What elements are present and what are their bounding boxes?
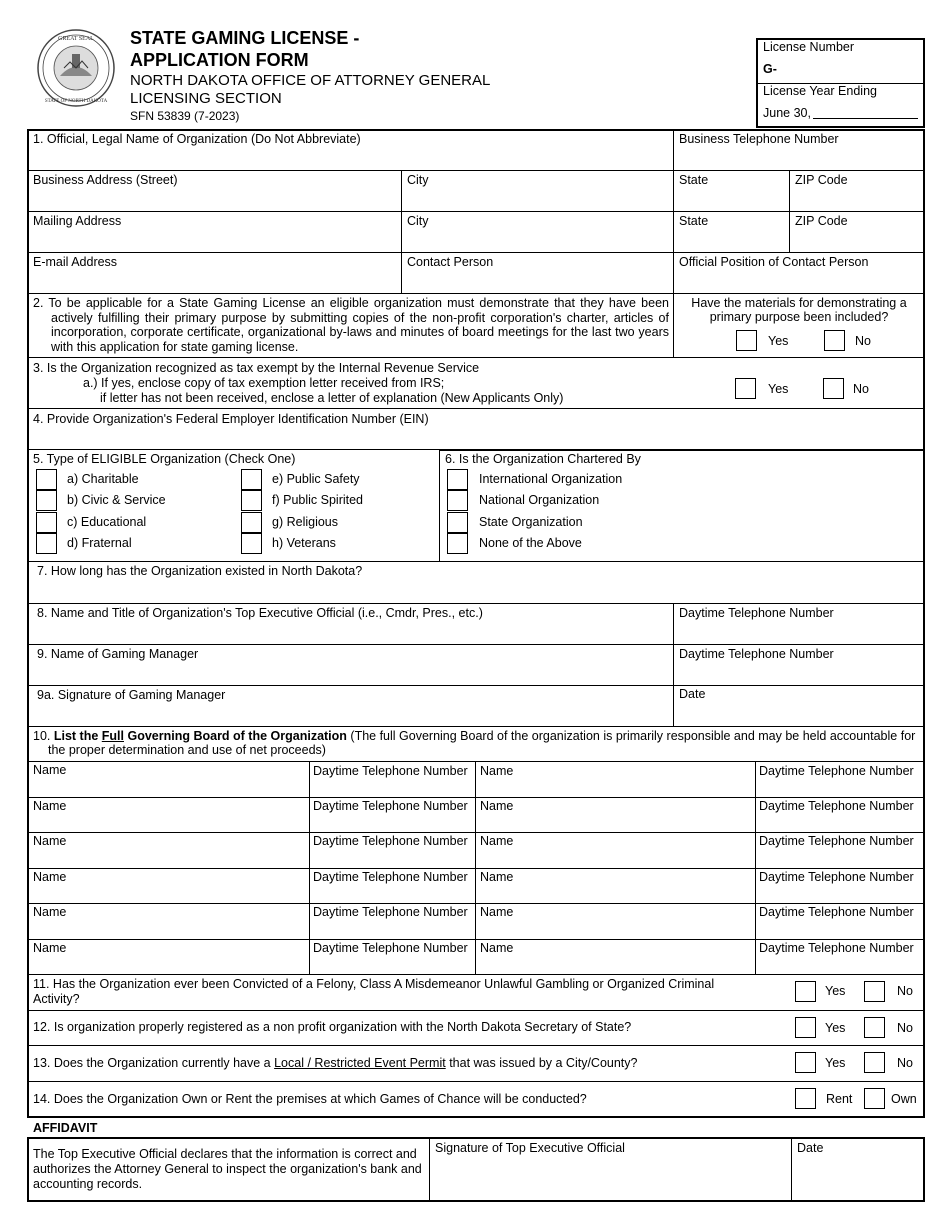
row-divider: [27, 939, 925, 940]
row-divider: [27, 1081, 925, 1082]
mailing-zip-label: ZIP Code: [795, 214, 848, 228]
q5-charitable-checkbox[interactable]: [36, 469, 57, 490]
q10-prefix: 10.: [33, 729, 54, 743]
contact-person-label: Contact Person: [407, 255, 494, 269]
row-divider: [27, 170, 925, 171]
board-phone-label: Daytime Telephone Number: [313, 834, 468, 848]
q12-label: 12. Is organization properly registered as a non profit organization with the North Dakota Secretary of State?: [33, 1020, 632, 1034]
q12-yes-checkbox[interactable]: [795, 1017, 816, 1038]
q9a-date-label: Date: [679, 687, 706, 701]
email-label: E-mail Address: [33, 255, 118, 269]
q5-public-spirited-checkbox[interactable]: [241, 490, 262, 511]
q5-veterans-checkbox[interactable]: [241, 533, 262, 554]
q10-line1: [33, 729, 915, 744]
board-phone-label: Daytime Telephone Number: [759, 905, 914, 919]
row-divider: [27, 726, 925, 727]
state-seal: [36, 28, 116, 111]
q2-line4: with this application for state gaming license.: [51, 340, 299, 354]
seal-icon: [36, 28, 116, 108]
column-divider: [789, 170, 790, 252]
agency-name: NORTH DAKOTA OFFICE OF ATTORNEY GENERAL: [130, 72, 491, 89]
q11-yes-checkbox[interactable]: [795, 981, 816, 1002]
q13-pre: 13. Does the Organization currently have a: [33, 1056, 275, 1070]
q2-side-line1: Have the materials for demonstrating a: [691, 296, 907, 310]
business-phone-label: Business Telephone Number: [679, 132, 839, 146]
column-divider: [673, 129, 674, 357]
board-name-label: Name: [480, 941, 514, 955]
row-divider: [27, 1045, 925, 1046]
q3-no-label: No: [853, 382, 869, 396]
column-divider: [439, 449, 440, 561]
q9-phone-label: Daytime Telephone Number: [679, 647, 834, 661]
q2-no-label: No: [855, 334, 871, 348]
board-name-label: Name: [33, 799, 67, 813]
column-divider: [309, 761, 310, 974]
board-name-label: Name: [480, 799, 514, 813]
q10-line2: the proper determination and use of net proceeds): [48, 743, 326, 757]
q3-line1: 3. Is the Organization recognized as tax exempt by the Internal Revenue Service: [33, 361, 480, 375]
q5-veterans-label: h) Veterans: [272, 536, 336, 550]
row-divider: [27, 603, 925, 604]
board-name-label: Name: [33, 905, 67, 919]
q9a-label: 9a. Signature of Gaming Manager: [37, 688, 226, 702]
board-name-label: Name: [480, 870, 514, 884]
affidavit-date-label: Date: [797, 1141, 824, 1155]
q5-fraternal-checkbox[interactable]: [36, 533, 57, 554]
q5-civic-checkbox[interactable]: [36, 490, 57, 511]
q3-yes-checkbox[interactable]: [735, 378, 756, 399]
board-phone-label: Daytime Telephone Number: [759, 941, 914, 955]
q5-religious-checkbox[interactable]: [241, 512, 262, 533]
license-number-box: [756, 38, 925, 128]
q13-no-label: No: [897, 1056, 913, 1070]
board-phone-label: Daytime Telephone Number: [759, 764, 914, 778]
q13-yes-checkbox[interactable]: [795, 1052, 816, 1073]
q2-line3: incorporation, corporate certificate, organizational by-laws and minutes of board meetings for the last two years: [51, 325, 669, 339]
board-phone-label: Daytime Telephone Number: [759, 870, 914, 884]
row-divider: [27, 1010, 925, 1011]
q6-national-checkbox[interactable]: [447, 490, 468, 511]
business-state-label: State: [679, 173, 709, 187]
q4-label: 4. Provide Organization's Federal Employer Identification Number (EIN): [33, 412, 429, 426]
row-divider: [27, 293, 925, 294]
q3-line2: a.) If yes, enclose copy of tax exemption letter received from IRS;: [83, 376, 445, 390]
section-name: LICENSING SECTION: [130, 90, 282, 107]
q7-label: 7. How long has the Organization existed in North Dakota?: [37, 564, 363, 578]
q5-educational-checkbox[interactable]: [36, 512, 57, 533]
column-divider: [475, 761, 476, 974]
board-phone-label: Daytime Telephone Number: [313, 764, 468, 778]
q12-yes-label: Yes: [825, 1021, 846, 1035]
q8-label: 8. Name and Title of Organization's Top Executive Official (i.e., Cmdr, Pres., etc.): [37, 606, 483, 620]
row-divider: [440, 449, 925, 451]
q6-international-label: International Organization: [479, 472, 623, 486]
license-number-field[interactable]: G-: [763, 62, 777, 76]
row-divider: [27, 252, 925, 253]
form-title-line1: STATE GAMING LICENSE -: [130, 28, 360, 48]
form-title-line2: APPLICATION FORM: [130, 50, 309, 70]
board-phone-label: Daytime Telephone Number: [313, 941, 468, 955]
affidavit-line3: accounting records.: [33, 1177, 143, 1191]
row-divider: [27, 211, 925, 212]
executive-signature-label: Signature of Top Executive Official: [435, 1141, 625, 1155]
board-phone-label: Daytime Telephone Number: [313, 870, 468, 884]
q14-rent-label: Rent: [826, 1092, 853, 1106]
q6-none-label: None of the Above: [479, 536, 582, 550]
board-name-label: Name: [480, 834, 514, 848]
license-year-label: License Year Ending: [763, 84, 877, 98]
q14-own-checkbox[interactable]: [864, 1088, 885, 1109]
q5-public-safety-label: e) Public Safety: [272, 472, 360, 486]
column-divider: [923, 449, 925, 561]
board-name-label: Name: [33, 763, 67, 777]
q5-label: 5. Type of ELIGIBLE Organization (Check One): [33, 452, 296, 466]
q3-no-checkbox[interactable]: [823, 378, 844, 399]
business-zip-label: ZIP Code: [795, 173, 848, 187]
application-form-frame: [27, 129, 925, 1118]
q12-no-label: No: [897, 1021, 913, 1035]
column-divider: [673, 603, 674, 726]
q6-national-label: National Organization: [479, 493, 600, 507]
row-divider: [27, 644, 925, 645]
column-divider: [429, 1137, 430, 1202]
q11-line2: Activity?: [33, 992, 80, 1006]
q5-religious-label: g) Religious: [272, 515, 339, 529]
q11-no-checkbox[interactable]: [864, 981, 885, 1002]
q5-fraternal-label: d) Fraternal: [67, 536, 132, 550]
q14-label: 14. Does the Organization Own or Rent the premises at which Games of Chance will be conducted?: [33, 1092, 587, 1106]
q13-label: [33, 1056, 637, 1071]
q2-no-checkbox[interactable]: [824, 330, 845, 351]
q13-yes-label: Yes: [825, 1056, 846, 1070]
row-divider: [27, 868, 925, 869]
board-name-label: Name: [33, 834, 67, 848]
affidavit-heading: AFFIDAVIT: [33, 1121, 98, 1135]
q11-line1: 11. Has the Organization ever been Convicted of a Felony, Class A Misdemeanor Unlawful Gambling or Organized Criminal: [33, 977, 715, 991]
q10-bold1: List the: [53, 729, 102, 743]
mailing-address-label: Mailing Address: [33, 214, 122, 228]
q8-phone-label: Daytime Telephone Number: [679, 606, 834, 620]
q2-line2: actively fulfilling their primary purpose by submitting copies of the non-profit corporation's charter, articles of: [51, 311, 669, 325]
affidavit-line2: authorizes the Attorney General to inspect the organization's bank and: [33, 1162, 422, 1176]
board-name-label: Name: [480, 764, 514, 778]
board-phone-label: Daytime Telephone Number: [313, 905, 468, 919]
mailing-state-label: State: [679, 214, 709, 228]
q6-none-checkbox[interactable]: [447, 533, 468, 554]
q6-state-checkbox[interactable]: [447, 512, 468, 533]
column-divider: [791, 1137, 792, 1202]
q3-yes-label: Yes: [768, 382, 789, 396]
row-divider: [27, 903, 925, 904]
row-divider: [27, 797, 925, 798]
q5-public-safety-checkbox[interactable]: [241, 469, 262, 490]
contact-position-label: Official Position of Contact Person: [679, 255, 869, 269]
q10-bold-underline: Full: [101, 729, 124, 743]
q14-rent-checkbox[interactable]: [795, 1088, 816, 1109]
board-phone-label: Daytime Telephone Number: [759, 799, 914, 813]
q13-post: that was issued by a City/County?: [445, 1056, 638, 1070]
q10-bold2: Governing Board of the Organization: [124, 729, 347, 743]
q5-civic-label: b) Civic & Service: [67, 493, 166, 507]
q12-no-checkbox[interactable]: [864, 1017, 885, 1038]
q10-rest1: (The full Governing Board of the organization is primarily responsible and may be held accountable for: [346, 729, 916, 743]
row-divider: [27, 832, 925, 833]
q11-yes-label: Yes: [825, 984, 846, 998]
column-divider: [755, 761, 756, 974]
seal-text-bottom: STATE OF NORTH DAKOTA: [44, 99, 108, 104]
seal-text-top: GREAT SEAL: [58, 36, 94, 42]
q6-state-label: State Organization: [479, 515, 583, 529]
board-phone-label: Daytime Telephone Number: [759, 834, 914, 848]
q11-no-label: No: [897, 984, 913, 998]
q2-side-line2: primary purpose been included?: [709, 310, 889, 324]
row-divider: [27, 561, 925, 562]
board-name-label: Name: [33, 941, 67, 955]
row-divider: [27, 685, 925, 686]
org-name-label: 1. Official, Legal Name of Organization (Do Not Abbreviate): [33, 132, 361, 146]
license-year-field[interactable]: June 30,: [763, 106, 811, 120]
q2-yes-checkbox[interactable]: [736, 330, 757, 351]
form-number: SFN 53839 (7-2023): [130, 109, 240, 123]
row-divider: [27, 974, 925, 975]
local-event-permit-link[interactable]: Local / Restricted Event Permit: [274, 1056, 446, 1070]
q2-yes-label: Yes: [768, 334, 789, 348]
affidavit-line1: The Top Executive Official declares that the information is correct and: [33, 1147, 417, 1161]
board-name-label: Name: [33, 870, 67, 884]
q3-line3: if letter has not been received, enclose a letter of explanation (New Applicants Only): [100, 391, 564, 405]
q6-international-checkbox[interactable]: [447, 469, 468, 490]
column-divider: [401, 170, 402, 293]
q5-educational-label: c) Educational: [67, 515, 147, 529]
q2-line1: 2. To be applicable for a State Gaming License an eligible organization must demonstrate that they have been: [33, 296, 669, 310]
license-year-underline: [813, 118, 918, 119]
mailing-city-label: City: [407, 214, 429, 228]
q6-label: 6. Is the Organization Chartered By: [445, 452, 641, 466]
row-divider: [27, 408, 925, 409]
license-number-label: License Number: [763, 40, 855, 54]
q9-label: 9. Name of Gaming Manager: [37, 647, 199, 661]
q13-no-checkbox[interactable]: [864, 1052, 885, 1073]
business-address-label: Business Address (Street): [33, 173, 178, 187]
board-phone-label: Daytime Telephone Number: [313, 799, 468, 813]
q5-charitable-label: a) Charitable: [67, 472, 139, 486]
q5-public-spirited-label: f) Public Spirited: [272, 493, 364, 507]
board-name-label: Name: [480, 905, 514, 919]
row-divider: [27, 357, 925, 358]
q14-own-label: Own: [891, 1092, 917, 1106]
business-city-label: City: [407, 173, 429, 187]
row-divider: [27, 761, 925, 762]
